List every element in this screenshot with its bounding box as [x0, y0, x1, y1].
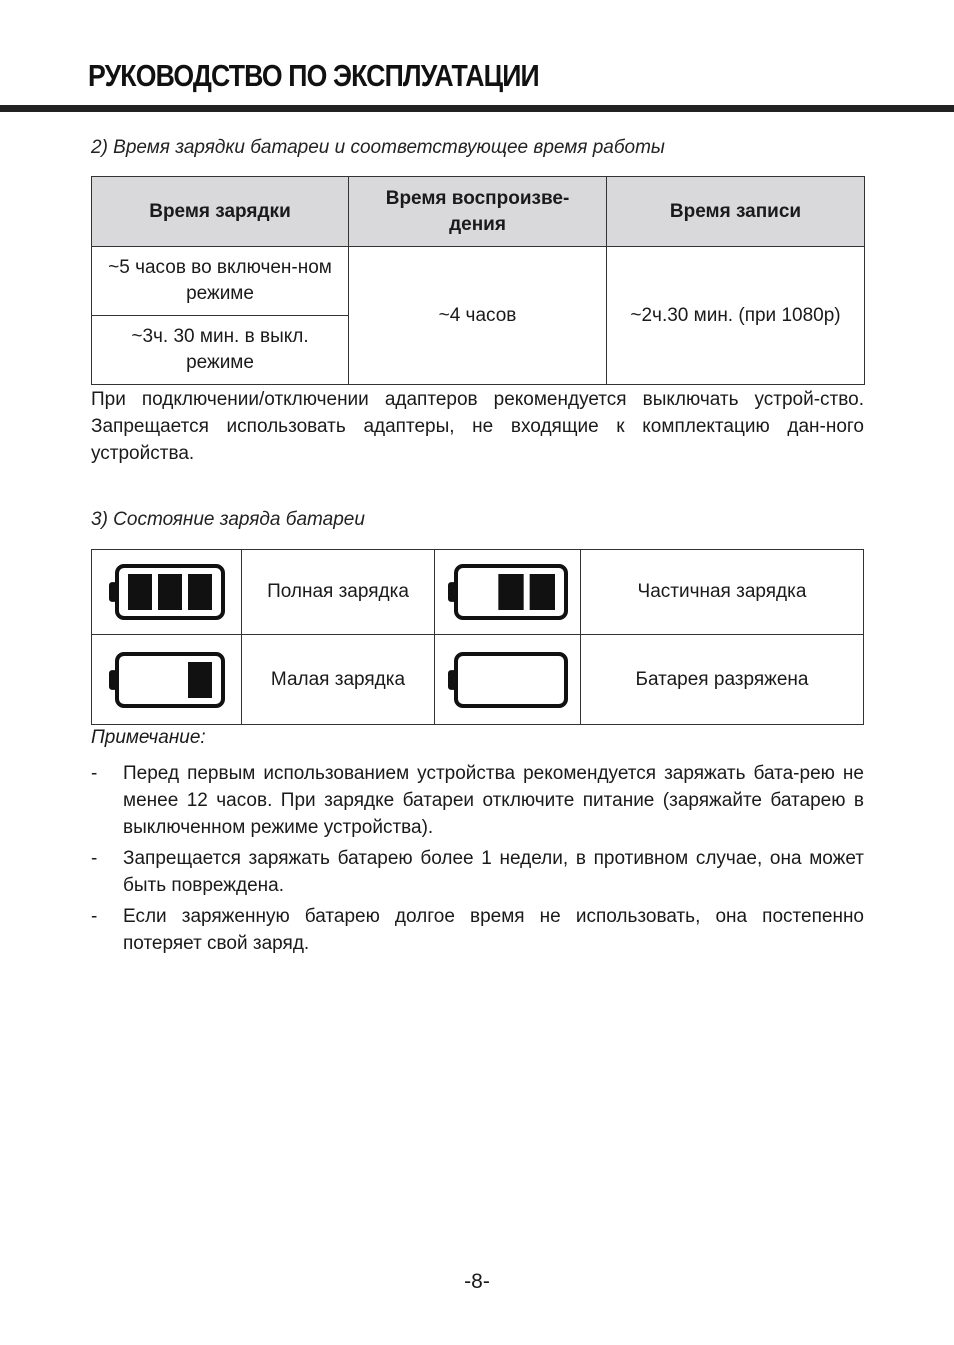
list-item: - Если заряженную батарею долгое время не использовать, она постепенно потеряет свой заряд.	[91, 903, 864, 957]
bullet-dash: -	[91, 906, 98, 927]
state-label: Полная зарядка	[242, 550, 435, 635]
table-row	[92, 635, 864, 725]
table-header-row	[92, 177, 865, 247]
section-3-caption: 3) Состояние заряда батареи	[91, 509, 365, 530]
header-recording-time: Время записи	[607, 177, 865, 247]
battery-level-bar	[188, 662, 212, 698]
notes-list	[91, 760, 864, 961]
page-title: РУКОВОДСТВО ПО ЭКСПЛУАТАЦИИ	[88, 58, 539, 93]
list-item: - Запрещается заряжать батарею более 1 недели, в противном случае, она может быть повреждена.	[91, 845, 864, 899]
adapter-warning: При подключении/отключении адаптеров рекомендуется выключать устрой-ство. Запрещается использовать адаптеры, не входящие к комплектацию дан-ного устройства.	[91, 389, 864, 464]
battery-state-table	[91, 549, 864, 725]
header-playback-time: Время воспроизве-дения	[349, 177, 607, 247]
list-item: - Перед первым использованием устройства рекомендуется заряжать бата-рею не менее 12 часов. При зарядке батареи отключите питание (заряжайте батарею в выключенном режиме устройства).	[91, 760, 864, 841]
charging-time-table	[91, 176, 865, 385]
battery-level-bar	[498, 574, 523, 610]
battery-low-icon	[108, 651, 226, 709]
battery-partial-icon	[447, 563, 569, 621]
cell-charge-off: ~3ч. 30 мин. в выкл. режиме	[92, 316, 349, 385]
note-label: Примечание:	[91, 727, 206, 748]
title-rule	[0, 105, 954, 112]
bullet-dash: -	[91, 763, 98, 784]
cell-recording: ~2ч.30 мин. (при 1080p)	[607, 247, 865, 385]
page-number: -8-	[464, 1270, 490, 1293]
battery-empty-icon	[447, 651, 569, 709]
battery-body	[456, 654, 566, 706]
state-label: Частичная зарядка	[581, 550, 864, 635]
battery-level-bar	[128, 574, 152, 610]
header-charge-time: Время зарядки	[92, 177, 349, 247]
cell-charge-on: ~5 часов во включен-ном режиме	[92, 247, 349, 316]
state-label: Батарея разряжена	[581, 635, 864, 725]
section-2-caption: 2) Время зарядки батареи и соответствующее время работы	[91, 137, 665, 158]
battery-full-icon	[108, 563, 226, 621]
battery-level-bar	[158, 574, 182, 610]
battery-level-bar	[529, 574, 554, 610]
battery-level-bar	[188, 574, 212, 610]
table-row	[92, 247, 865, 316]
bullet-dash: -	[91, 848, 98, 869]
cell-playback: ~4 часов	[349, 247, 607, 385]
table-row	[92, 550, 864, 635]
state-label: Малая зарядка	[242, 635, 435, 725]
